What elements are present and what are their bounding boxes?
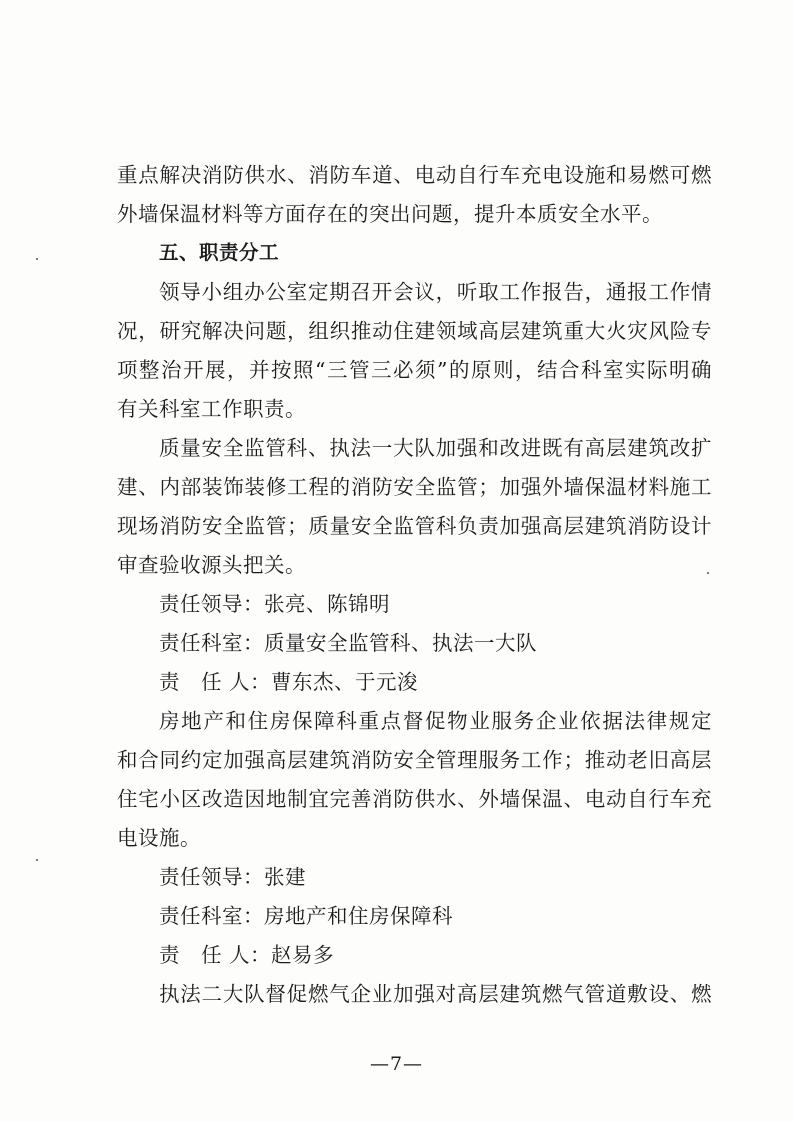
responsible-person: 责 任 人：赵易多 <box>159 943 335 967</box>
responsible-department: 责任科室：质量安全监管科、执法一大队 <box>159 631 537 655</box>
paragraph-line: 外墙保温材料等方面存在的突出问题，提升本质安全水平。 <box>117 202 663 226</box>
section-heading: 五、职责分工 <box>159 241 280 264</box>
paragraph-line: 住宅小区改造因地制宜完善消防供水、外墙保温、电动自行车充 <box>117 787 712 811</box>
scan-speck <box>36 258 38 260</box>
paragraph-line: 电设施。 <box>117 826 201 850</box>
paragraph-line: 领导小组办公室定期召开会议，听取工作报告，通报工作情 <box>159 280 712 304</box>
responsible-person: 责 任 人：曹东杰、于元浚 <box>159 670 419 694</box>
scan-speck <box>36 859 38 861</box>
paragraph-line: 审查验收源头把关。 <box>117 553 306 577</box>
paragraph-line: 现场消防安全监管；质量安全监管科负责加强高层建筑消防设计 <box>117 514 712 538</box>
paragraph-line: 有关科室工作职责。 <box>117 397 306 421</box>
responsible-leader: 责任领导：张亮、陈锦明 <box>159 592 390 616</box>
paragraph-line: 况，研究解决问题，组织推动住建领域高层建筑重大火灾风险专 <box>117 319 712 343</box>
paragraph-line: 建、内部装饰装修工程的消防安全监管；加强外墙保温材料施工 <box>117 475 712 499</box>
paragraph-line: 执法二大队督促燃气企业加强对高层建筑燃气管道敷设、燃 <box>159 982 712 1006</box>
paragraph-line: 质量安全监管科、执法一大队加强和改进既有高层建筑改扩 <box>159 436 712 460</box>
scan-speck <box>707 572 709 574</box>
responsible-department: 责任科室：房地产和住房保障科 <box>159 904 453 928</box>
paragraph-line: 和合同约定加强高层建筑消防安全管理服务工作；推动老旧高层 <box>117 748 712 772</box>
paragraph-line: 项整治开展，并按照“三管三必须”的原则，结合科室实际明确 <box>117 358 712 382</box>
page-number: —7— <box>369 1053 424 1075</box>
paragraph-line: 房地产和住房保障科重点督促物业服务企业依据法律规定 <box>159 709 712 733</box>
responsible-leader: 责任领导：张建 <box>159 865 306 889</box>
paragraph-line: 重点解决消防供水、消防车道、电动自行车充电设施和易燃可燃 <box>117 163 712 187</box>
